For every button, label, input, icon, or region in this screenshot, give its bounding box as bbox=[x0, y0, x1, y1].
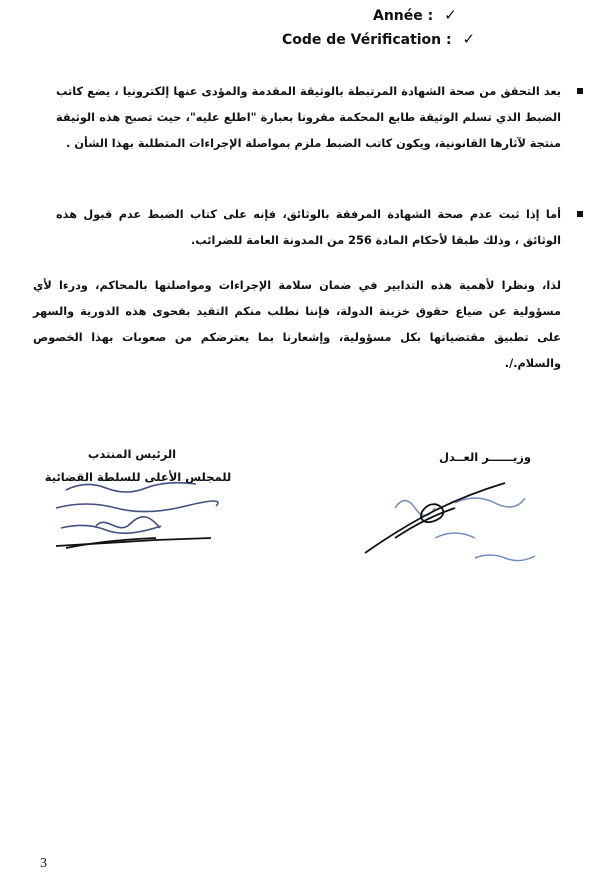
square-bullet-icon bbox=[577, 211, 583, 217]
right-stamp-signature bbox=[355, 478, 555, 578]
bullet-paragraph-1 bbox=[56, 79, 561, 157]
left-stamp-signature bbox=[36, 468, 236, 558]
annee-label: Année : bbox=[373, 8, 434, 24]
page-number: 3 bbox=[40, 856, 47, 871]
checkmark-icon: ✓ bbox=[462, 30, 476, 48]
left-signatory-title: الرئيس المنتدب bbox=[87, 447, 177, 461]
annee-line bbox=[373, 6, 457, 24]
verification-code-label: Code de Vérification : bbox=[282, 32, 452, 48]
left-signatory-subtitle: للمجلس الأعلى للسلطة القضائية bbox=[44, 470, 232, 484]
verification-code-line bbox=[282, 30, 475, 48]
bullet-text-2: أما إذا ثبت عدم صحة الشهادة المرفقة بالوثائق، فإنه على كتاب الضبط عدم قبول هذه الوثائق ، وذلك طبقا لأحكام المادة 256 من المدونة العامة للضرائب. bbox=[56, 208, 561, 247]
right-signatory-title: وزيــــــر العــدل bbox=[438, 450, 532, 464]
square-bullet-icon bbox=[577, 88, 583, 94]
checkmark-icon: ✓ bbox=[444, 6, 457, 24]
bullet-paragraph-2 bbox=[56, 202, 561, 254]
bullet-text-1: بعد التحقق من صحة الشهادة المرتبطة بالوثيقة المقدمة والمؤدى عنها إلكترونيا ، يضع كاتب الضبط الذي تسلم الوثيقة طابع المحكمة مقرونا بعبارة "اطلع عليه"، حيث تصبح هذه الوثيقة منتجة لآثارها القانونية، ويكون كاتب الضبط ملزم بمواصلة الإجراءات المتطلبة بهذا الشأن . bbox=[56, 85, 561, 150]
closing-paragraph: لذا، ونظرا لأهمية هذه التدابير في ضمان سلامة الإجراءات ومواصلتها بالمحاكم، ودرءا لأي مسؤولية عن ضياع حقوق خزينة الدولة، فإننا نطلب منكم التقيد بفحوى هذه الدورية والسهر على تطبيق مقتضياتها بكل مسؤولية، وإشعارنا بما يعترضكم من صعوبات بهذا الخصوص والسلام./. bbox=[33, 279, 561, 370]
